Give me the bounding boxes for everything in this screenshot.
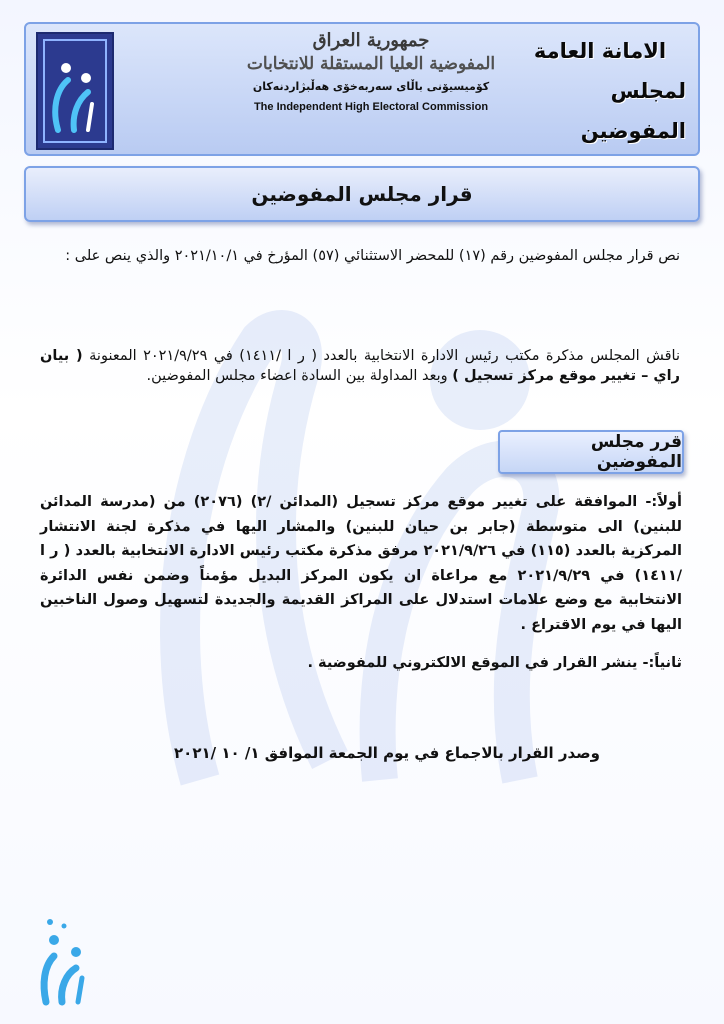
ihec-emblem-icon	[36, 32, 114, 150]
secretariat-title	[514, 36, 686, 146]
secretariat-line-1: الامانة العامة	[533, 39, 667, 63]
document-title-bar	[24, 166, 700, 222]
header-english-title: The Independent High Electoral Commission	[253, 101, 489, 113]
header-arabic-title-1: جمهورية العراق	[312, 30, 430, 51]
decision-heading-box	[498, 430, 684, 474]
ihec-emblem-small-icon	[34, 912, 90, 1008]
header-kurdish-title: كۆمیسیۆنی باڵای سەربەخۆی هەڵبژاردنەكان	[252, 80, 490, 93]
decision-item-2: ثانياً:- ينشر القرار في الموقع الالكتروني للمفوضية .	[307, 655, 682, 671]
discussion-text-1: ناقش المجلس مذكرة مكتب رئيس الادارة الانتخابية بالعدد ( ر ا /١٤١١) في ٢٠٢١/٩/٢٩ المعنونة	[82, 348, 681, 364]
document-title: قرار مجلس المفوضين	[251, 182, 473, 206]
decision-heading: قرر مجلس المفوضين	[590, 432, 682, 472]
discussion-text-2: وبعد المداولة بين السادة اعضاء مجلس المفوضين.	[146, 368, 453, 384]
discussion-subject: ( بيان راي – تغيير موقع مركز تسجيل )	[40, 348, 680, 384]
decision-items	[40, 490, 682, 676]
secretariat-line-2: لمجلس المفوضين	[580, 79, 686, 143]
letterhead-header	[24, 22, 700, 156]
discussion-paragraph	[40, 346, 680, 386]
closing-statement: وصدر القرار بالاجماع في يوم الجمعة الموافق ١/ ١٠ /٢٠٢١	[174, 744, 600, 762]
intro-paragraph: نص قرار مجلس المفوضين رقم (١٧) للمحضر الاستثنائي (٥٧) المؤرخ في ٢٠٢١/١٠/١ والذي ينص على :	[65, 248, 680, 264]
decision-item-1: أولاً:- الموافقة على تغيير موقع مركز تسجيل (المدائن /٢) (٢٠٧٦) من (مدرسة المدائن للبنين) الى متوسطة (جابر بن حيان للبنين) والمشار اليها في مذكرة لجنة الانتشار المركزية بالعدد (١١٥) في ٢٠٢١/٩/٢٦ مرفق مذكرة مكتب رئيس الادارة الانتخابية بالعدد ( ر ا /١٤١١) في ٢٠٢١/٩/٢٩ مع مراعاة ان يكون المركز البديل مؤمناً وضمن نفس الدائرة الانتخابية مع وضع علامات استدلال على المراكز القديمة والجديدة لتسهيل وصول الناخبين اليها في يوم الاقتراع .	[40, 494, 683, 633]
commission-name-block	[226, 28, 516, 152]
header-arabic-title-2: المفوضية العليا المستقلة للانتخابات	[246, 54, 496, 74]
